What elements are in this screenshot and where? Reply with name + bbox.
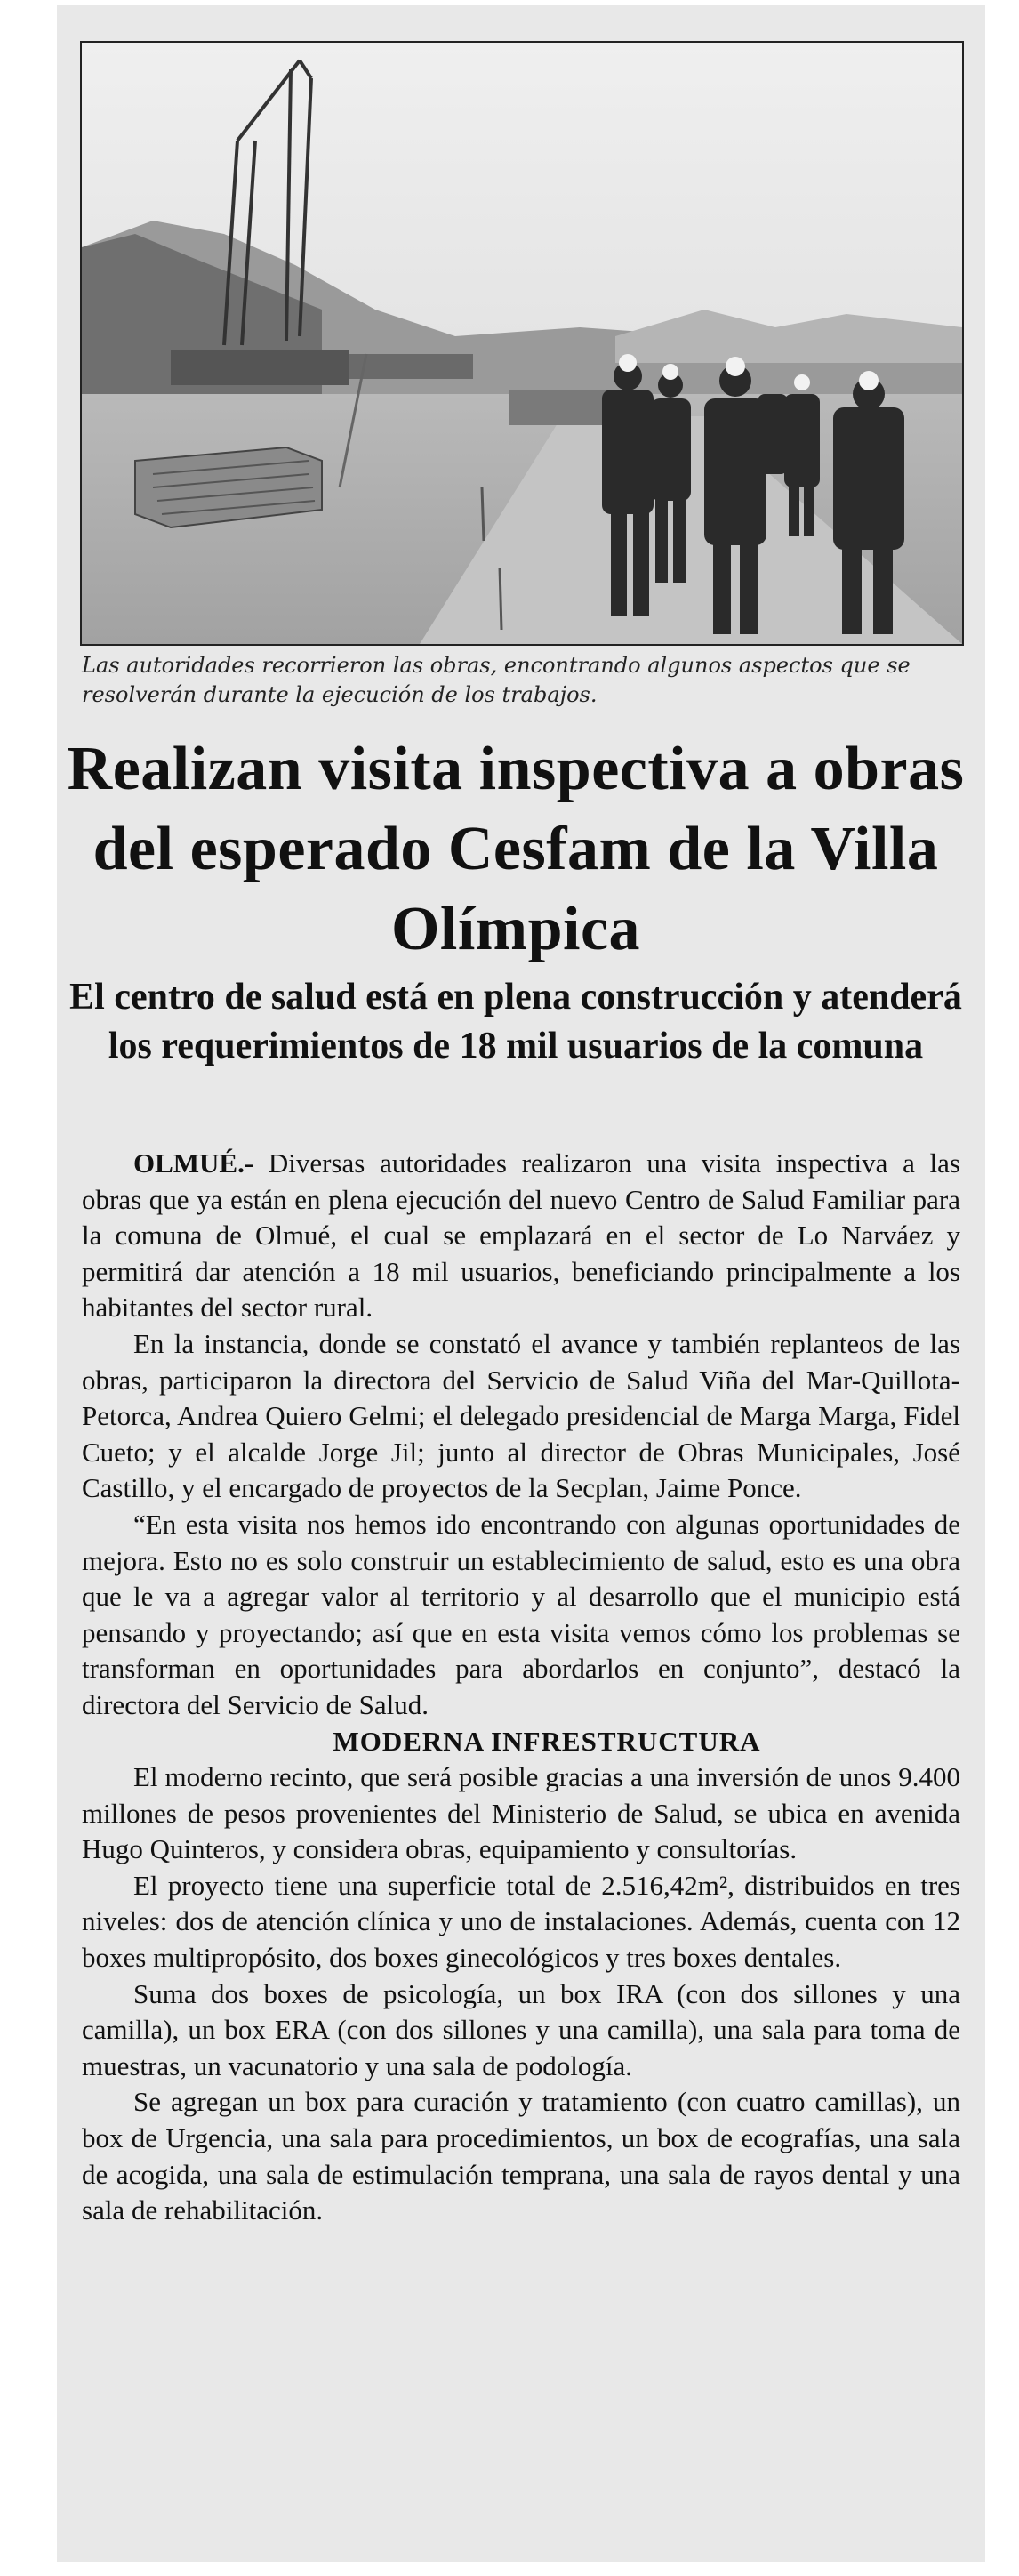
construction-site-photo <box>80 41 964 646</box>
dateline: OLMUÉ.- <box>133 1147 254 1179</box>
photo-caption: Las autoridades recorrieron las obras, encontrando algunos aspectos que se resolverán durante la ejecución de los trabajos. <box>82 653 911 707</box>
paragraph-2: En la instancia, donde se constató el avance y también replanteos de las obras, participaron la directora del Servicio de Salud Viña del Mar-Quillota-Petorca, Andrea Quiero Gelmi; el delegado presidencial de Marga Marga, Fidel Cueto; y el alcalde Jorge Jil; junto al director de Obras Municipales, José Castillo, y el encargado de proyectos de la Secplan, Jaime Ponce. <box>82 1327 960 1504</box>
section-heading: MODERNA INFRESTRUCTURA <box>333 1725 761 1757</box>
paragraph-6: Suma dos boxes de psicología, un box IRA (con dos sillones y una camilla), un box ERA (con dos sillones y una camilla), una sala para toma de muestras, un vacunatorio y una sala de podología. <box>82 1977 960 2081</box>
headline: Realizan visita inspectiva a obras del esperado Cesfam de la Villa Olímpica <box>67 735 965 963</box>
paragraph-7: Se agregan un box para curación y tratamiento (con cuatro camillas), un box de Urgencia, una sala para procedimientos, un box de ecografías, una sala de acogida, una sala de estimulación temprana, una sala de rayos dental y una sala de rehabilitación. <box>82 2086 960 2226</box>
paragraph-1 <box>82 1146 960 1326</box>
construction-site-illustration <box>82 43 962 644</box>
paragraph-3: “En esta visita nos hemos ido encontrando con algunas oportunidades de mejora. Esto no es solo construir un establecimiento de salud, esto es una obra que le va a agregar valor al territorio y al desarrollo que el municipio está pensando y proyectando; así que en esta visita vemos cómo los problemas se transforman en oportunidades para abordarlos en conjunto”, destacó la directora del Servicio de Salud. <box>82 1508 960 1720</box>
article-body <box>82 1146 960 2229</box>
paragraph-5: El proyecto tiene una superficie total de 2.516,42m², distribuidos en tres niveles: dos de atención clínica y uno de instalaciones. Además, cuenta con 12 boxes multipropósito, dos boxes ginecológicos y tres boxes dentales. <box>82 1869 960 1974</box>
paragraph-4: El moderno recinto, que será posible gracias a una inversión de unos 9.400 millones de pesos provenientes del Ministerio de Salud, se ubica en avenida Hugo Quinteros, y considera obras, equipamiento y consultorías. <box>82 1761 960 1865</box>
paragraph-1-text: Diversas autoridades realizaron una visita inspectiva a las obras que ya están en plena ejecución del nuevo Centro de Salud Familiar para la comuna de Olmué, el cual se emplazará en el sector de Lo Narváez y permitirá dar atención a 18 mil usuarios, beneficiando principalmente a los habitantes del sector rural. <box>82 1147 960 1324</box>
subheadline: El centro de salud está en plena construcción y atenderá los requerimientos de 18 mil usuarios de la comuna <box>69 977 962 1067</box>
